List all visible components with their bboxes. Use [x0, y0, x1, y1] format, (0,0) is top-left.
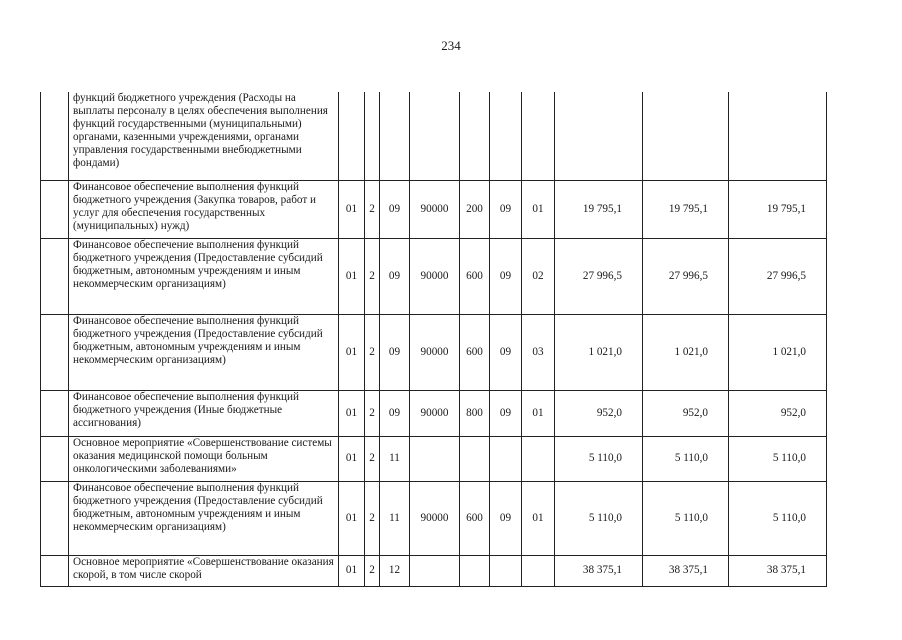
code-cell: 90000 — [410, 390, 460, 436]
table-row — [41, 180, 827, 238]
amount-cell: 952,0 — [643, 390, 729, 436]
code-cell — [490, 436, 522, 481]
code-cell — [490, 555, 522, 586]
code-cell — [410, 436, 460, 481]
description-cell: Основное мероприятие «Совершенствование системы оказания медицинской помощи больным онкологическими заболеваниями» — [69, 436, 339, 481]
code-cell: 01 — [522, 390, 555, 436]
code-cell: 2 — [365, 314, 380, 390]
code-cell — [522, 555, 555, 586]
amount-cell: 5 110,0 — [643, 481, 729, 555]
code-cell: 90000 — [410, 180, 460, 238]
code-cell: 09 — [380, 180, 410, 238]
code-cell — [365, 92, 380, 180]
table-row — [41, 238, 827, 314]
code-cell: 09 — [380, 238, 410, 314]
row-index-cell — [41, 436, 69, 481]
amount-cell: 5 110,0 — [729, 481, 827, 555]
amount-cell: 19 795,1 — [555, 180, 643, 238]
row-index-cell — [41, 180, 69, 238]
amount-cell — [555, 92, 643, 180]
amount-cell: 27 996,5 — [643, 238, 729, 314]
amount-cell: 1 021,0 — [729, 314, 827, 390]
code-cell: 09 — [490, 314, 522, 390]
code-cell: 90000 — [410, 238, 460, 314]
description-cell: Финансовое обеспечение выполнения функций бюджетного учреждения (Иные бюджетные ассигнования) — [69, 390, 339, 436]
code-cell: 01 — [339, 314, 365, 390]
code-cell: 01 — [522, 481, 555, 555]
row-index-cell — [41, 238, 69, 314]
code-cell: 09 — [380, 314, 410, 390]
code-cell: 2 — [365, 180, 380, 238]
code-cell: 2 — [365, 238, 380, 314]
code-cell: 09 — [490, 180, 522, 238]
page-number: 234 — [441, 38, 461, 53]
code-cell: 2 — [365, 481, 380, 555]
code-cell: 01 — [522, 180, 555, 238]
code-cell: 09 — [490, 238, 522, 314]
code-cell: 11 — [380, 481, 410, 555]
code-cell: 09 — [490, 481, 522, 555]
description-cell: Финансовое обеспечение выполнения функций бюджетного учреждения (Предоставление субсидий бюджетным, автономным учреждениям и иным некоммерческим организациям) — [69, 238, 339, 314]
code-cell — [460, 555, 490, 586]
table-row — [41, 390, 827, 436]
code-cell: 01 — [339, 390, 365, 436]
table-row — [41, 555, 827, 586]
amount-cell: 38 375,1 — [555, 555, 643, 586]
amount-cell: 1 021,0 — [643, 314, 729, 390]
amount-cell: 19 795,1 — [643, 180, 729, 238]
amount-cell: 5 110,0 — [555, 481, 643, 555]
row-index-cell — [41, 481, 69, 555]
code-cell — [380, 92, 410, 180]
code-cell — [460, 92, 490, 180]
code-cell — [460, 436, 490, 481]
row-index-cell — [41, 390, 69, 436]
code-cell: 2 — [365, 436, 380, 481]
code-cell: 600 — [460, 238, 490, 314]
code-cell: 01 — [339, 238, 365, 314]
code-cell: 90000 — [410, 314, 460, 390]
description-cell: функций бюджетного учреждения (Расходы на выплаты персоналу в целях обеспечения выполнения функций государственными (муниципальными) органами, казенными учреждениями, органами управления государственными внебюджетными фондами) — [69, 92, 339, 180]
code-cell: 800 — [460, 390, 490, 436]
code-cell — [410, 555, 460, 586]
code-cell: 09 — [490, 390, 522, 436]
amount-cell — [643, 92, 729, 180]
code-cell — [522, 92, 555, 180]
amount-cell: 1 021,0 — [555, 314, 643, 390]
row-index-cell — [41, 314, 69, 390]
amount-cell — [729, 92, 827, 180]
code-cell: 01 — [339, 481, 365, 555]
amount-cell: 38 375,1 — [729, 555, 827, 586]
amount-cell: 5 110,0 — [555, 436, 643, 481]
amount-cell: 5 110,0 — [729, 436, 827, 481]
code-cell: 01 — [339, 436, 365, 481]
code-cell — [410, 92, 460, 180]
description-cell: Финансовое обеспечение выполнения функций бюджетного учреждения (Закупка товаров, работ и услуг для обеспечения государственных (муниципальных) нужд) — [69, 180, 339, 238]
code-cell: 02 — [522, 238, 555, 314]
description-cell: Финансовое обеспечение выполнения функций бюджетного учреждения (Предоставление субсидий бюджетным, автономным учреждениям и иным некоммерческим организациям) — [69, 481, 339, 555]
amount-cell: 27 996,5 — [555, 238, 643, 314]
code-cell: 01 — [339, 180, 365, 238]
code-cell: 2 — [365, 555, 380, 586]
code-cell: 90000 — [410, 481, 460, 555]
table-row — [41, 314, 827, 390]
code-cell: 200 — [460, 180, 490, 238]
code-cell: 01 — [339, 555, 365, 586]
row-index-cell — [41, 92, 69, 180]
code-cell — [490, 92, 522, 180]
code-cell — [522, 436, 555, 481]
table-row — [41, 481, 827, 555]
amount-cell: 952,0 — [729, 390, 827, 436]
amount-cell: 5 110,0 — [643, 436, 729, 481]
code-cell: 03 — [522, 314, 555, 390]
code-cell: 2 — [365, 390, 380, 436]
description-cell: Основное мероприятие «Совершенствование оказания скорой, в том числе скорой — [69, 555, 339, 586]
code-cell: 600 — [460, 314, 490, 390]
code-cell: 09 — [380, 390, 410, 436]
amount-cell: 27 996,5 — [729, 238, 827, 314]
budget-table — [40, 92, 827, 587]
code-cell — [339, 92, 365, 180]
code-cell: 11 — [380, 436, 410, 481]
description-cell: Финансовое обеспечение выполнения функций бюджетного учреждения (Предоставление субсидий бюджетным, автономным учреждениям и иным некоммерческим организациям) — [69, 314, 339, 390]
row-index-cell — [41, 555, 69, 586]
amount-cell: 19 795,1 — [729, 180, 827, 238]
code-cell: 600 — [460, 481, 490, 555]
table-row — [41, 92, 827, 180]
amount-cell: 38 375,1 — [643, 555, 729, 586]
amount-cell: 952,0 — [555, 390, 643, 436]
code-cell: 12 — [380, 555, 410, 586]
table-row — [41, 436, 827, 481]
